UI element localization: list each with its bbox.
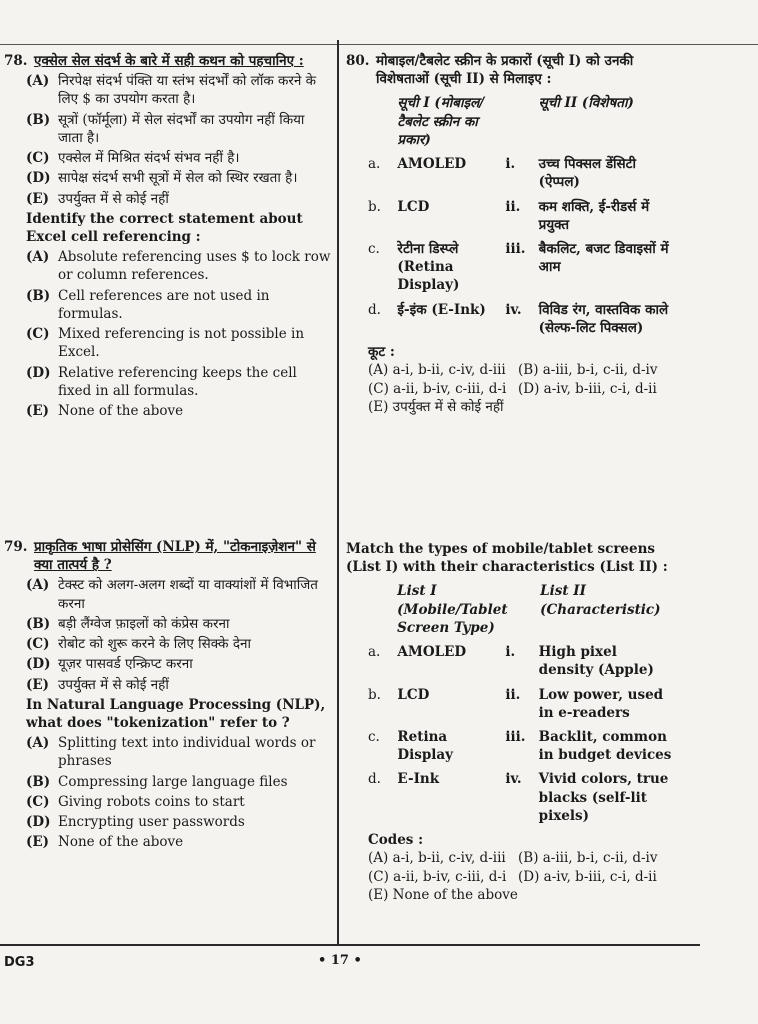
code-option-d: (D) a-iv, b-iii, c-i, d-ii: [518, 380, 657, 397]
code-option-b: (B) a-iii, b-i, c-ii, d-iv: [518, 362, 658, 379]
option-c-english: (C) Giving robots coins to start: [26, 793, 245, 810]
question-text-hindi: प्राकृतिक भाषा प्रोसेसिंग (NLP) में, "टोकनाइज़ेशन" से क्या तात्पर्य है ?: [34, 539, 316, 574]
codes-label: Codes :: [368, 832, 424, 849]
column-divider: [337, 40, 339, 945]
table-row: c. रेटीना डिस्प्ले (Retina Display) iii. बैकलिट, बजट डिवाइसों में आम: [368, 240, 669, 294]
table-row: a. AMOLED i. उच्च पिक्सल डेंसिटी (ऐप्पल): [368, 156, 636, 191]
table-header: [368, 582, 676, 637]
option-b-english: (B) Compressing large language files: [26, 773, 288, 790]
table-row: a. AMOLED i. High pixel density (Apple): [368, 644, 654, 679]
question-number: 80.: [346, 53, 370, 69]
option-d-hindi: (D) यूज़र पासवर्ड एन्क्रिप्ट करना: [26, 656, 193, 673]
match-table-english: [368, 582, 676, 825]
options-hindi: [4, 576, 332, 693]
table-row: b. LCD ii. कम शक्ति, ई-रीडर्स में प्रयुक्त: [368, 198, 650, 233]
code-option-b: (B) a-iii, b-i, c-ii, d-iv: [518, 850, 658, 867]
table-row: c. Retina Display iii. Backlit, common in budget devices: [368, 728, 672, 764]
code-option-c: (C) a-ii, b-iv, c-iii, d-i: [368, 380, 507, 397]
option-e-english: (E) None of the above: [26, 834, 184, 851]
option-e-hindi: (E) उपर्युक्त में से कोई नहीं: [26, 676, 169, 693]
table-row: b. LCD ii. Low power, used in e-readers: [368, 686, 664, 721]
page-number: • 17 •: [318, 953, 362, 968]
options-english: [4, 734, 332, 851]
table-row: d. ई-इंक (E-Ink) iv. विविड रंग, वास्तविक काले (सेल्फ-लिट पिक्सल): [368, 301, 669, 336]
option-e-hindi: (E) उपर्युक्त में से कोई नहीं: [26, 190, 169, 207]
code-option-a: (A) a-i, b-ii, c-iv, d-iii: [368, 362, 506, 379]
option-c-english: (C) Mixed referencing is not possible in Excel.: [26, 326, 305, 361]
option-c-hindi: (C) रोबोट को शुरू करने के लिए सिक्के देना: [26, 636, 251, 653]
option-e-english: (E) None of the above: [26, 402, 184, 419]
question-number: 78.: [4, 53, 28, 69]
options-english: [4, 248, 332, 420]
table-header: [368, 94, 676, 149]
option-a-english: (A) Absolute referencing uses $ to lock row or column references.: [26, 249, 331, 284]
bottom-rule: [0, 944, 700, 946]
question-text-hindi: एक्सेल सेल संदर्भ के बारे में सही कथन को पहचानिए :: [34, 53, 304, 69]
code-option-d: (D) a-iv, b-iii, c-i, d-ii: [518, 868, 657, 885]
list-2-header: List II (Characteristic): [540, 583, 661, 618]
option-d-english: (D) Encrypting user passwords: [26, 814, 245, 831]
option-c-hindi: (C) एक्सेल में मिश्रित संदर्भ संभव नहीं है।: [26, 150, 240, 167]
question-text-english: Match the types of mobile/tablet screens (List I) with their characteristics (List II) :: [346, 541, 668, 576]
option-b-english: (B) Cell references are not used in formulas.: [26, 287, 270, 322]
list-1-header: List I (Mobile/Tablet Screen Type): [397, 583, 508, 636]
top-rule: [0, 44, 758, 45]
codes-english: [368, 831, 676, 904]
option-a-hindi: (A) निरपेक्ष संदर्भ पंक्ति या स्तंभ संदर्भों को लॉक करने के लिए $ का उपयोग करता है।: [26, 73, 317, 108]
question-text-hindi: मोबाइल/टैबलेट स्क्रीन के प्रकारों (सूची I) को उनकी विशेषताओं (सूची II) से मिलाइए :: [376, 53, 634, 88]
code-option-e: (E) None of the above: [368, 886, 518, 903]
code-option-a: (A) a-i, b-ii, c-iv, d-iii: [368, 850, 506, 867]
question-80-hindi: [346, 52, 676, 416]
option-a-hindi: (A) टेक्स्ट को अलग-अलग शब्दों या वाक्यांशों में विभाजित करना: [26, 577, 318, 612]
option-b-hindi: (B) सूत्रों (फॉर्मूला) में सेल संदर्भों का उपयोग नहीं किया जाता है।: [26, 111, 305, 146]
code-option-c: (C) a-ii, b-iv, c-iii, d-i: [368, 868, 507, 885]
question-text-english: In Natural Language Processing (NLP), what does "tokenization" refer to ?: [26, 696, 326, 731]
list-2-header: सूची II (विशेषता): [538, 95, 634, 112]
list-1-header: सूची I (मोबाइल/टैबलेट स्क्रीन का प्रकार): [397, 95, 485, 148]
booklet-code: DG3: [4, 955, 35, 970]
option-d-hindi: (D) सापेक्ष संदर्भ सभी सूत्रों में सेल को स्थिर रखता है।: [26, 170, 298, 187]
question-number: 79.: [4, 539, 28, 555]
question-80-english: [346, 540, 676, 904]
question-78: [4, 52, 332, 422]
question-text-english: Identify the correct statement about Excel cell referencing :: [26, 210, 303, 245]
question-79: [4, 538, 332, 854]
codes-hindi: [368, 343, 676, 416]
match-table-hindi: [368, 94, 676, 337]
table-row: d. E-Ink iv. Vivid colors, true blacks (self-lit pixels): [368, 771, 669, 824]
option-b-hindi: (B) बड़ी लैंग्वेज फ़ाइलों को कंप्रेस करना: [26, 615, 230, 632]
codes-label: कूट :: [368, 344, 395, 361]
option-d-english: (D) Relative referencing keeps the cell fixed in all formulas.: [26, 364, 297, 399]
option-a-english: (A) Splitting text into individual words or phrases: [26, 735, 316, 770]
options-hindi: [4, 72, 332, 208]
code-option-e: (E) उपर्युक्त में से कोई नहीं: [368, 398, 504, 415]
